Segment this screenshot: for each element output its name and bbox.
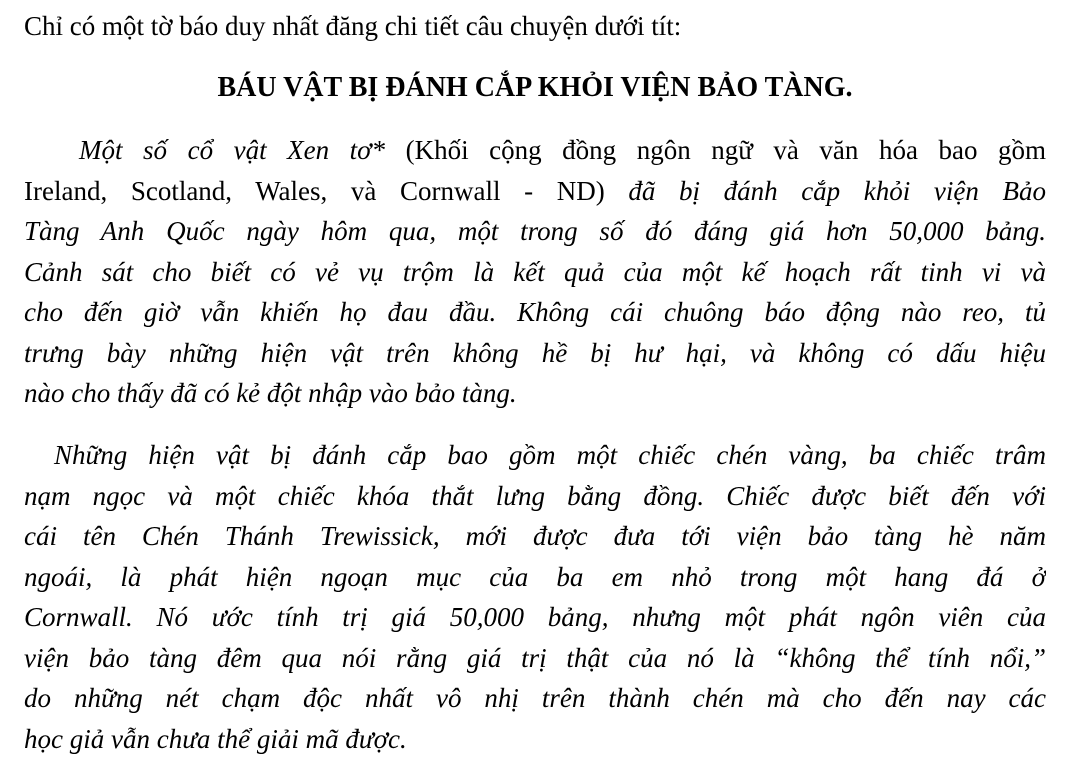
paragraph-1-line-2 <box>24 171 1046 212</box>
paragraph-1-line-3: Tàng Anh Quốc ngày hôm qua, một trong số đó đáng giá hơn 50,000 bảng. <box>24 216 1046 246</box>
paragraph-2-line-2: nạm ngọc và một chiếc khóa thắt lưng bằng đồng. Chiếc được biết đến với <box>24 480 1046 511</box>
paragraph-1-line-7: nào cho thấy đã có kẻ đột nhập vào bảo tàng. <box>24 378 517 408</box>
text-italic: Một số cổ vật Xen tơ* <box>79 135 386 165</box>
intro-line: Chỉ có một tờ báo duy nhất đăng chi tiết câu chuyện dưới tít: <box>24 11 682 41</box>
paragraph-2-line-1: Những hiện vật bị đánh cắp bao gồm một chiếc chén vàng, ba chiếc trâm <box>54 440 1046 470</box>
paragraph-2-line-8: học giả vẫn chưa thể giải mã được. <box>24 723 407 754</box>
paragraph-1-line-1 <box>24 130 1046 171</box>
paragraph-2-line-4: ngoái, là phát hiện ngoạn mục của ba em nhỏ trong một hang đá ở <box>24 561 1046 592</box>
paragraph-1-line-4: Cảnh sát cho biết có vẻ vụ trộm là kết quả của một kế hoạch rất tinh vi và <box>24 256 1046 287</box>
paragraph-2-line-6: viện bảo tàng đêm qua nói rằng giá trị thật của nó là “không thể tính nổi,” <box>24 642 1046 673</box>
paragraph-1-line-5: cho đến giờ vẫn khiến họ đau đầu. Không cái chuông báo động nào reo, tủ <box>24 297 1046 327</box>
paragraph-1 <box>24 130 1046 414</box>
paragraph-1-line-6: trưng bày những hiện vật trên không hề bị hư hại, và không có dấu hiệu <box>24 337 1046 368</box>
text-roman: Ireland, Scotland, Wales, và Cornwall - ND) <box>24 175 605 206</box>
paragraph-2 <box>24 435 1046 759</box>
paragraph-2-line-5: Cornwall. Nó ước tính trị giá 50,000 bảng, nhưng một phát ngôn viên của <box>24 602 1046 632</box>
headline: BÁU VẬT BỊ ĐÁNH CẮP KHỎI VIỆN BẢO TÀNG. <box>217 72 853 103</box>
text-roman: (Khối cộng đồng ngôn ngữ và văn hóa bao gồm <box>385 135 1046 165</box>
paragraph-2-line-3: cái tên Chén Thánh Trewissick, mới được đưa tới viện bảo tàng hè năm <box>24 521 1046 551</box>
text-italic: đã bị đánh cắp khỏi viện Bảo <box>604 175 1046 206</box>
paragraph-2-line-7: do những nét chạm độc nhất vô nhị trên thành chén mà cho đến nay các <box>24 683 1046 713</box>
